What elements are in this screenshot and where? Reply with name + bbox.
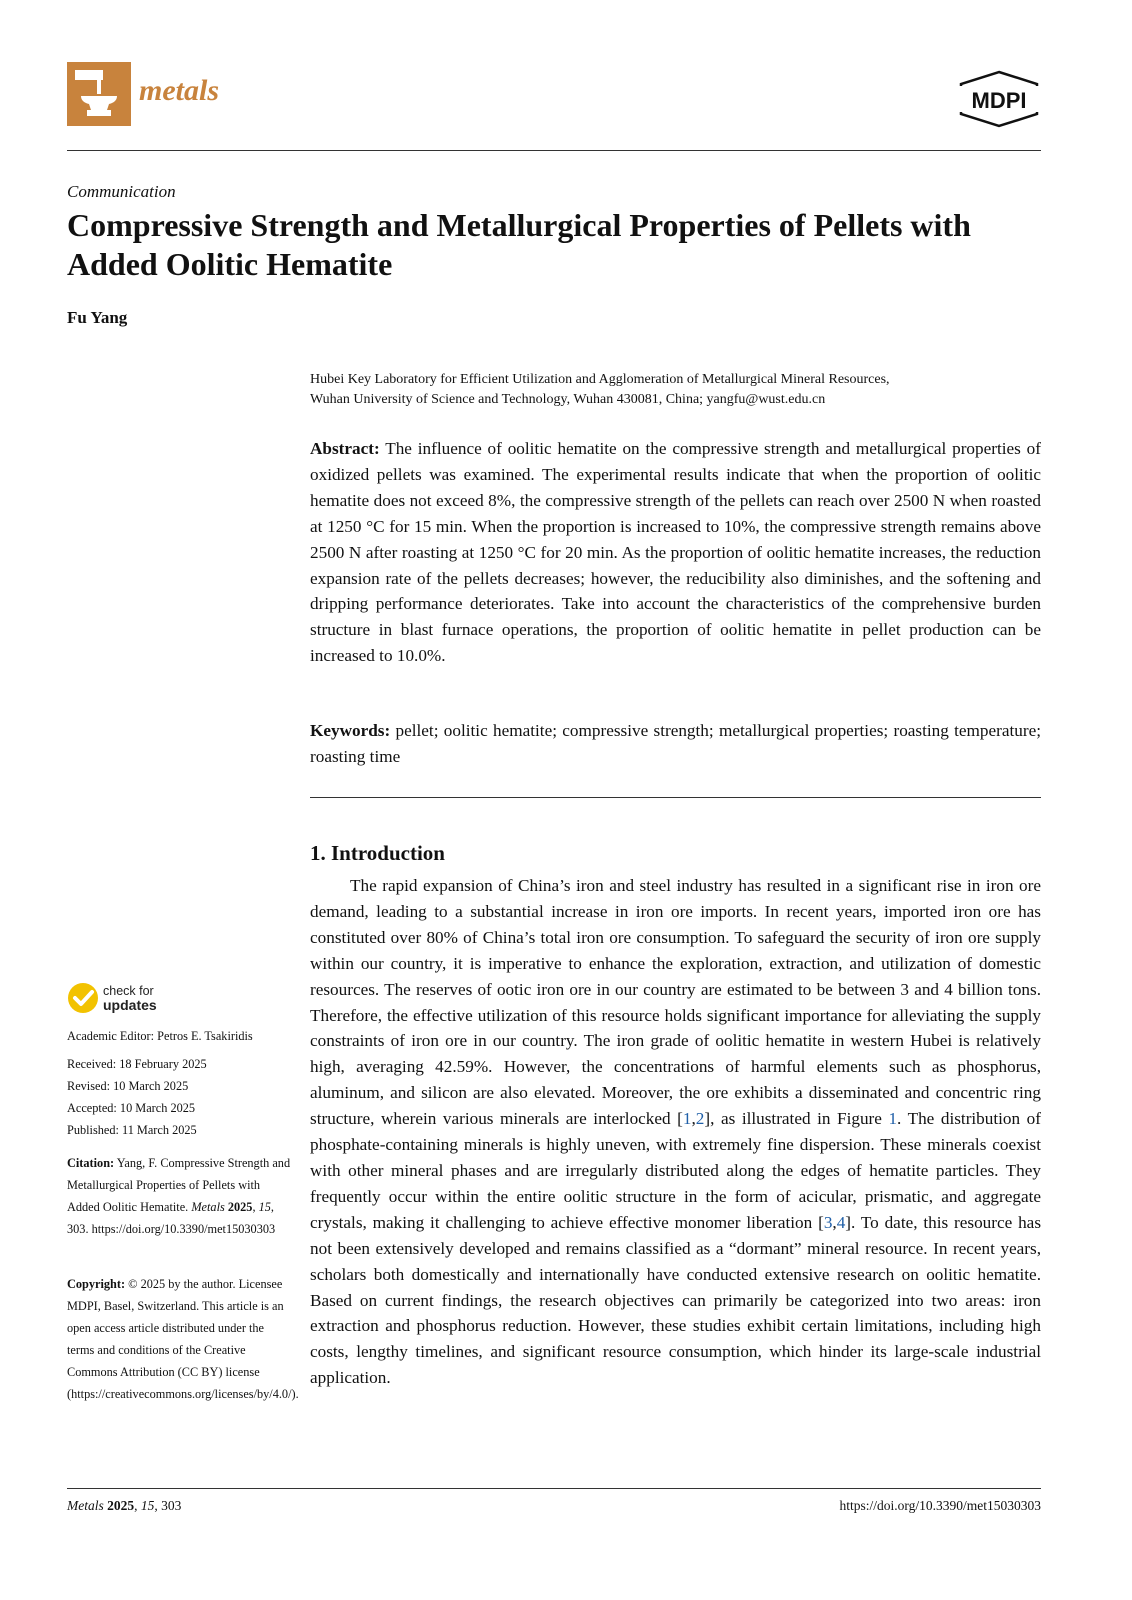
intro-text-3: . The distribution of phosphate-containing minerals is highly uneven, with extremely fine dispersion. These minerals coexist with other mineral phases and are irregularly distributed along the edges of hematite particles. They frequently occur within the entire oolitic structure in the form of acicular, prismatic, and aggregate crystals, making it challenging to achieve effective monomer liberation [	[310, 1109, 1041, 1232]
check-updates-line-1: check for	[103, 984, 154, 998]
keywords-label: Keywords:	[310, 721, 391, 740]
citation-link-1[interactable]: 1	[682, 1109, 692, 1129]
ref-separator: ,	[691, 1109, 696, 1129]
copyright-text: © 2025 by the author. Licensee MDPI, Basel, Switzerland. This article is an open access article distributed under the terms and conditions of the Creative Commons Attribution (CC BY) license (https://creativecommons.org/licenses/by/4.0/).	[67, 1277, 299, 1401]
footer-year: 2025	[107, 1498, 135, 1513]
check-updates-label	[103, 984, 157, 1012]
citation-journal: Metals	[191, 1200, 225, 1214]
citation-link-4[interactable]: 4	[836, 1212, 846, 1232]
header-divider	[67, 150, 1041, 151]
publisher-name: MDPI	[971, 88, 1027, 113]
citation-text: Yang, F. Compressive Strength and Metallurgical Properties of Pellets with Added Oolitic Hematite.	[67, 1156, 291, 1214]
keywords-text: pellet; oolitic hematite; compressive strength; metallurgical properties; roasting temperature; roasting time	[310, 721, 1042, 766]
keywords	[310, 718, 1041, 770]
intro-text-4: ]. To date, this resource has not been extensively developed and remains classified as a “dormant” mineral resource. In recent years, scholars both domestically and internationally have conducted extensive research on oolitic hematite. Based on current findings, the research objectives can primarily be categorized into two areas: iron extraction and phosphorus reduction. However, these studies exhibit certain limitations, including high costs, lengthy timelines, and significant resource consumption, which hinder its large-scale industrial application.	[310, 1212, 1042, 1388]
citation-doi[interactable]: , 303. https://doi.org/10.3390/met15030303	[67, 1200, 276, 1236]
academic-editor: Academic Editor: Petros E. Tsakiridis	[67, 1029, 253, 1043]
article-type: Communication	[67, 182, 176, 201]
footer-volume: 15	[140, 1498, 155, 1513]
intro-text-1: The rapid expansion of China’s iron and steel industry has resulted in a significant rise in iron ore demand, leading to a substantial increase in iron ore imports. In recent years, imported iron ore has constituted over 80% of China’s total iron ore consumption. To safeguard the security of iron ore supply within our country, it is imperative to enhance the exploration, extraction, and utilization of domestic resources. The reserves of ootic iron ore in our country are estimated to be between 3 and 4 billion tons. Therefore, the effective utilization of this resource holds significant importance for alleviating the supply constraints of iron ore in our country. The iron grade of oolitic hematite in western Hubei is relatively high, averaging 42.59%. However, the concentrations of harmful elements such as phosphorus, aluminum, and silicon are also elevated. Moreover, the ore exhibits a disseminated and concentric ring structure, wherein various minerals are interlocked [	[310, 876, 1041, 1129]
revised-date: Revised: 10 March 2025	[67, 1079, 189, 1093]
journal-header	[67, 60, 1041, 128]
footer-journal: Metals	[67, 1498, 104, 1513]
intro-paragraph	[310, 873, 1041, 1391]
figure-link-1[interactable]: 1	[888, 1109, 898, 1129]
check-updates-icon	[67, 982, 99, 1014]
copyright-block	[67, 1273, 299, 1405]
citation-link-3[interactable]: 3	[823, 1212, 833, 1232]
article-dates	[67, 1053, 292, 1141]
footer-divider	[67, 1488, 1041, 1489]
citation-label: Citation:	[67, 1156, 115, 1170]
affiliation	[310, 370, 1041, 410]
abstract	[310, 436, 1041, 669]
check-updates-line-2: updates	[103, 997, 157, 1013]
copyright-label: Copyright:	[67, 1277, 126, 1291]
accepted-date: Accepted: 10 March 2025	[67, 1101, 196, 1115]
section-heading: 1. Introduction	[310, 841, 445, 865]
citation-year: 2025	[227, 1200, 253, 1214]
intro-text-2: ], as illustrated in Figure	[704, 1109, 889, 1129]
citation-volume: 15	[258, 1200, 271, 1214]
abstract-label: Abstract:	[310, 439, 380, 458]
abstract-text: The influence of oolitic hematite on the compressive strength and metallurgical properties of oxidized pellets was examined. The experimental results indicate that when the proportion of oolitic hematite does not exceed 8%, the compressive strength of the pellets can reach over 2500 N when roasted at 1250 °C for 15 min. When the proportion is increased to 10%, the compressive strength remains above 2500 N after roasting at 1250 °C for 20 min. As the proportion of oolitic hematite increases, the reduction expansion rate of the pellets decreases; however, the reducibility also diminishes, and the softening and dripping performance deteriorates. Take into account the characteristics of the comprehensive burden structure in blast furnace operations, the proportion of oolitic hematite in pellet production can be increased to 10.0%.	[310, 439, 1041, 666]
received-date: Received: 18 February 2025	[67, 1057, 207, 1071]
abstract-divider	[310, 797, 1041, 798]
footer-page: , 303	[154, 1498, 182, 1513]
published-date: Published: 11 March 2025	[67, 1123, 197, 1137]
footer-citation: Metals 2025, 15, 303	[67, 1498, 182, 1513]
footer-doi-link[interactable]: https://doi.org/10.3390/met15030303	[839, 1498, 1041, 1513]
author-name: Fu Yang	[67, 308, 128, 327]
affiliation-line-2: Wuhan University of Science and Technology, Wuhan 430081, China; yangfu@wust.edu.cn	[310, 392, 826, 407]
mdpi-logo[interactable]	[957, 70, 1041, 128]
journal-logo[interactable]	[67, 62, 131, 126]
check-for-updates-button[interactable]	[67, 982, 207, 1018]
citation-link-2[interactable]: 2	[695, 1109, 705, 1129]
article-title: Compressive Strength and Metallurgical Properties of Pellets with Added Oolitic Hematite	[67, 207, 971, 282]
citation-block: Citation: Yang, F. Compressive Strength and Metallurgical Properties of Pellets with Added Oolitic Hematite. Metals 2025, 15, 303. https://doi.org/10.3390/met15030303	[67, 1156, 291, 1236]
affiliation-line-1: Hubei Key Laboratory for Efficient Utilization and Agglomeration of Metallurgical Mineral Resources,	[310, 372, 890, 387]
ref-separator: ,	[832, 1212, 837, 1232]
anvil-icon	[67, 62, 131, 126]
journal-name[interactable]: metals	[139, 74, 219, 107]
